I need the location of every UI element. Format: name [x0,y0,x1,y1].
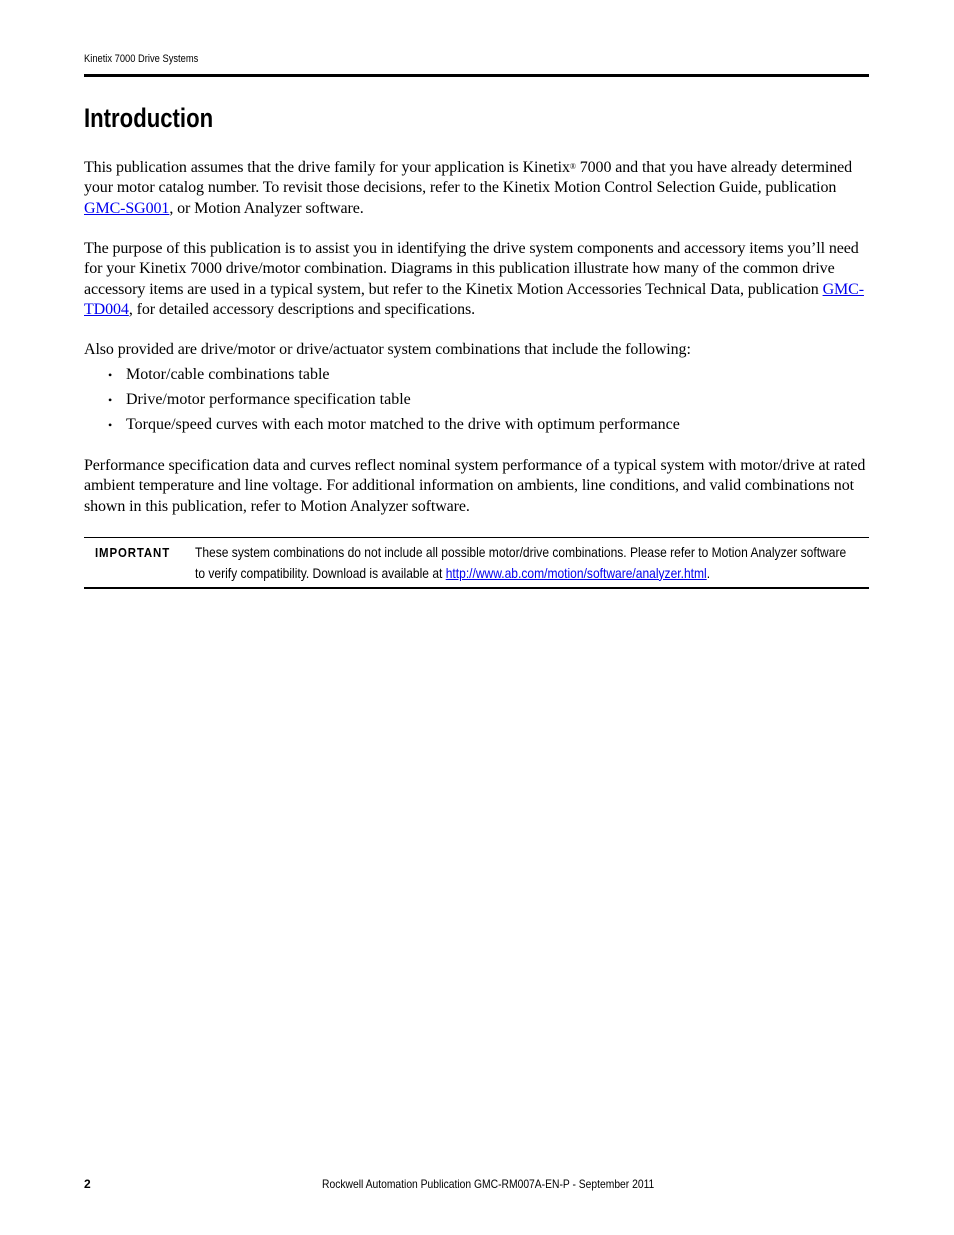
list-item-text: Drive/motor performance specification table [126,391,411,408]
important-top-rule [84,537,869,538]
motion-analyzer-link[interactable]: http://www.ab.com/motion/software/analyzer.html [445,564,707,581]
publication-footer: Rockwell Automation Publication GMC-RM007A-EN-P - September 2011 [322,1177,655,1191]
gmc-td004-link[interactable]: GMC-TD004 [84,280,864,318]
important-text: These system combinations do not include all possible motor/drive combinations. Please refer to Motion Analyzer software to verify compatibility. Download is available at [195,544,847,581]
important-text-end: . [706,564,711,581]
intro-paragraph-3: Also provided are drive/motor or drive/actuator system combinations that include the following: [84,341,691,358]
bullet-icon: • [108,368,113,382]
page-number: 2 [84,1177,91,1191]
paragraph-text: , or Motion Analyzer software. [169,199,364,217]
list-item [84,365,680,390]
bullet-icon: • [108,393,113,407]
intro-paragraph-4: Performance specification data and curves reflect nominal system performance of a typical system with motor/drive at rated ambient temperature and line voltage. For additional information on ambients, line conditions, and valid combinations not shown in this publication, refer to Motion Analyzer software. [84,457,866,515]
list-item-text: Motor/cable combinations table [126,366,330,383]
important-bottom-rule [84,587,869,589]
gmc-sg001-link[interactable]: GMC-SG001 [84,199,170,217]
important-note [195,542,857,583]
paragraph-text: , for detailed accessory descriptions and specifications. [128,300,476,318]
paragraph-text: The purpose of this publication is to assist you in identifying the drive system components and accessory items you’ll need for your Kinetix 7000 drive/motor combination. Diagrams in this publication illustrate how many of the common drive accessory items are used in a typical system, but refer to the Kinetix Motion Accessories Technical Data, publication [84,240,859,298]
header-rule [84,74,869,77]
registered-mark: ® [569,162,576,171]
paragraph-text: 7000 and that you have already determined your motor catalog number. To revisit those decisions, refer to the Kinetix Motion Control Selection Guide, publication [84,159,853,197]
list-item-text: Torque/speed curves with each motor matched to the drive with optimum performance [126,416,680,433]
feature-bullet-list [84,365,680,440]
intro-paragraph-1 [84,158,870,219]
running-header: Kinetix 7000 Drive Systems [84,53,199,65]
intro-paragraph-2 [84,239,870,320]
paragraph-text: This publication assumes that the drive family for your application is Kinetix [84,159,570,176]
important-label: IMPORTANT [95,545,171,560]
list-item [84,415,680,440]
bullet-icon: • [108,418,113,432]
section-title: Introduction [84,103,214,133]
list-item [84,390,680,415]
